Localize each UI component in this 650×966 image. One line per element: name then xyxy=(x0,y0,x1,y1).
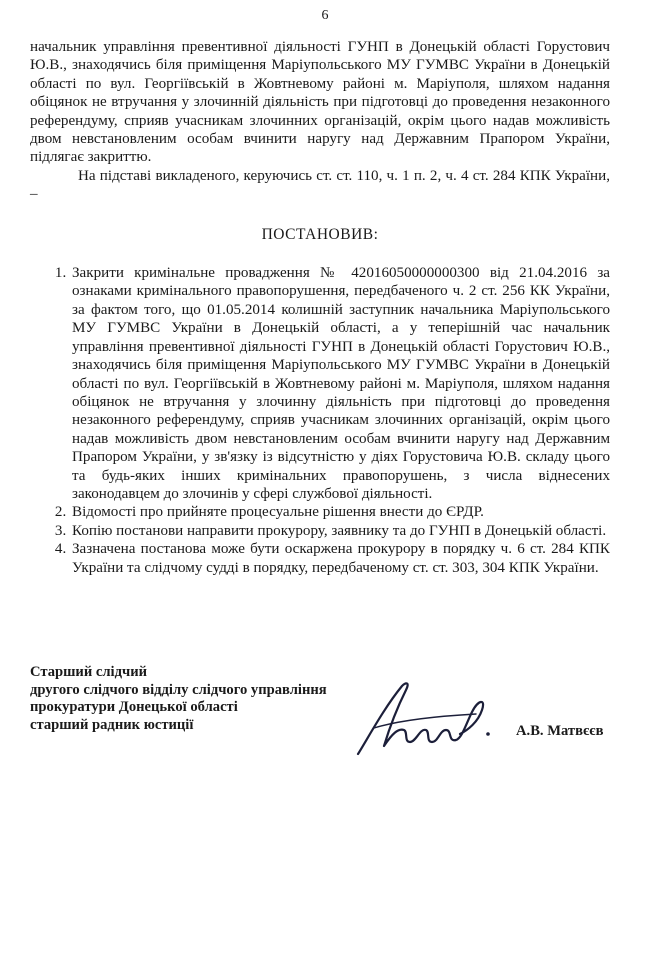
signer-name: А.В. Матвєєв xyxy=(516,723,604,739)
position-line: Старший слідчий xyxy=(30,664,148,680)
position-line: прокуратури Донецької області xyxy=(30,699,238,716)
decision-item: 3. Копію постанови направити прокурору, заявнику та до ГУНП в Донецькій області. xyxy=(70,522,610,540)
position-line: старший радник юстиції xyxy=(30,716,194,733)
page-number: 6 xyxy=(321,8,329,23)
decision-item: 4. Зазначена постанова може бути оскаржена прокурору в порядку ч. 6 ст. 284 КПК України та слідчому судді в порядку, передбаченому ст. ст. 303, 304 КПК України. xyxy=(70,540,610,577)
intro-paragraph: начальник управління превентивної діяльності ГУНП в Донецькій області Горустович Ю.В., знаходячись біля приміщення Маріупольського МУ ГУМВС України в Донецькій області по вул. Георгіївській в Жовтневому районі м. Маріуполя, шляхом надання обіцянок не втручання у злочинній діяльність при підготовці до проведення незаконного референдуму, сприяв учасникам злочинних організацій, окрім цього надав можливість двом невстановленим особам вчинити наругу над Державним Прапором України, підлягає закриттю. xyxy=(30,39,610,166)
handwritten-signature xyxy=(340,668,500,768)
basis-paragraph: На підставі викладеного, керуючись ст. ст. 110, ч. 1 п. 2, ч. 4 ст. 284 КПК України, – xyxy=(30,167,610,203)
document-body xyxy=(30,38,610,577)
position-line: другого слідчого відділу слідчого управління xyxy=(30,681,327,698)
decision-list xyxy=(30,264,610,577)
decision-item: 2. Відомості про прийняте процесуальне рішення внести до ЄРДР. xyxy=(70,503,610,521)
decision-item: 1. Закрити кримінальне провадження № 42016050000000300 від 21.04.2016 за ознаками кримінального правопорушення, передбаченого ч. 2 ст. 256 КК України, за фактом того, що 01.05.2014 колишній заступник начальника Маріупольського МУ ГУМВС України в Донецькій області, а у теперішній час начальник управління превентивної діяльності ГУНП в Донецькій області Горустович Ю.В., знаходячись біля приміщення Маріупольського МУ ГУМВС України в Донецькій області по вул. Георгіївській в Жовтневому районі м. Маріуполя, шляхом надання обіцянок не втручання у злочинну діяльність при підготовці до проведення незаконного референдуму, сприяв учасникам злочинних організацій, окрім цього надав можливість двом невстановленим особам вчинити наругу над Державним Прапором України, у зв'язку із відсутністю у діях Горустовича Ю.В. складу цього та будь-яких інших кримінальних правопорушень, з числа віднесених законодавцем до злочинів у сфері службової діяльності. xyxy=(70,264,610,503)
decision-heading: ПОСТАНОВИВ: xyxy=(261,225,379,243)
